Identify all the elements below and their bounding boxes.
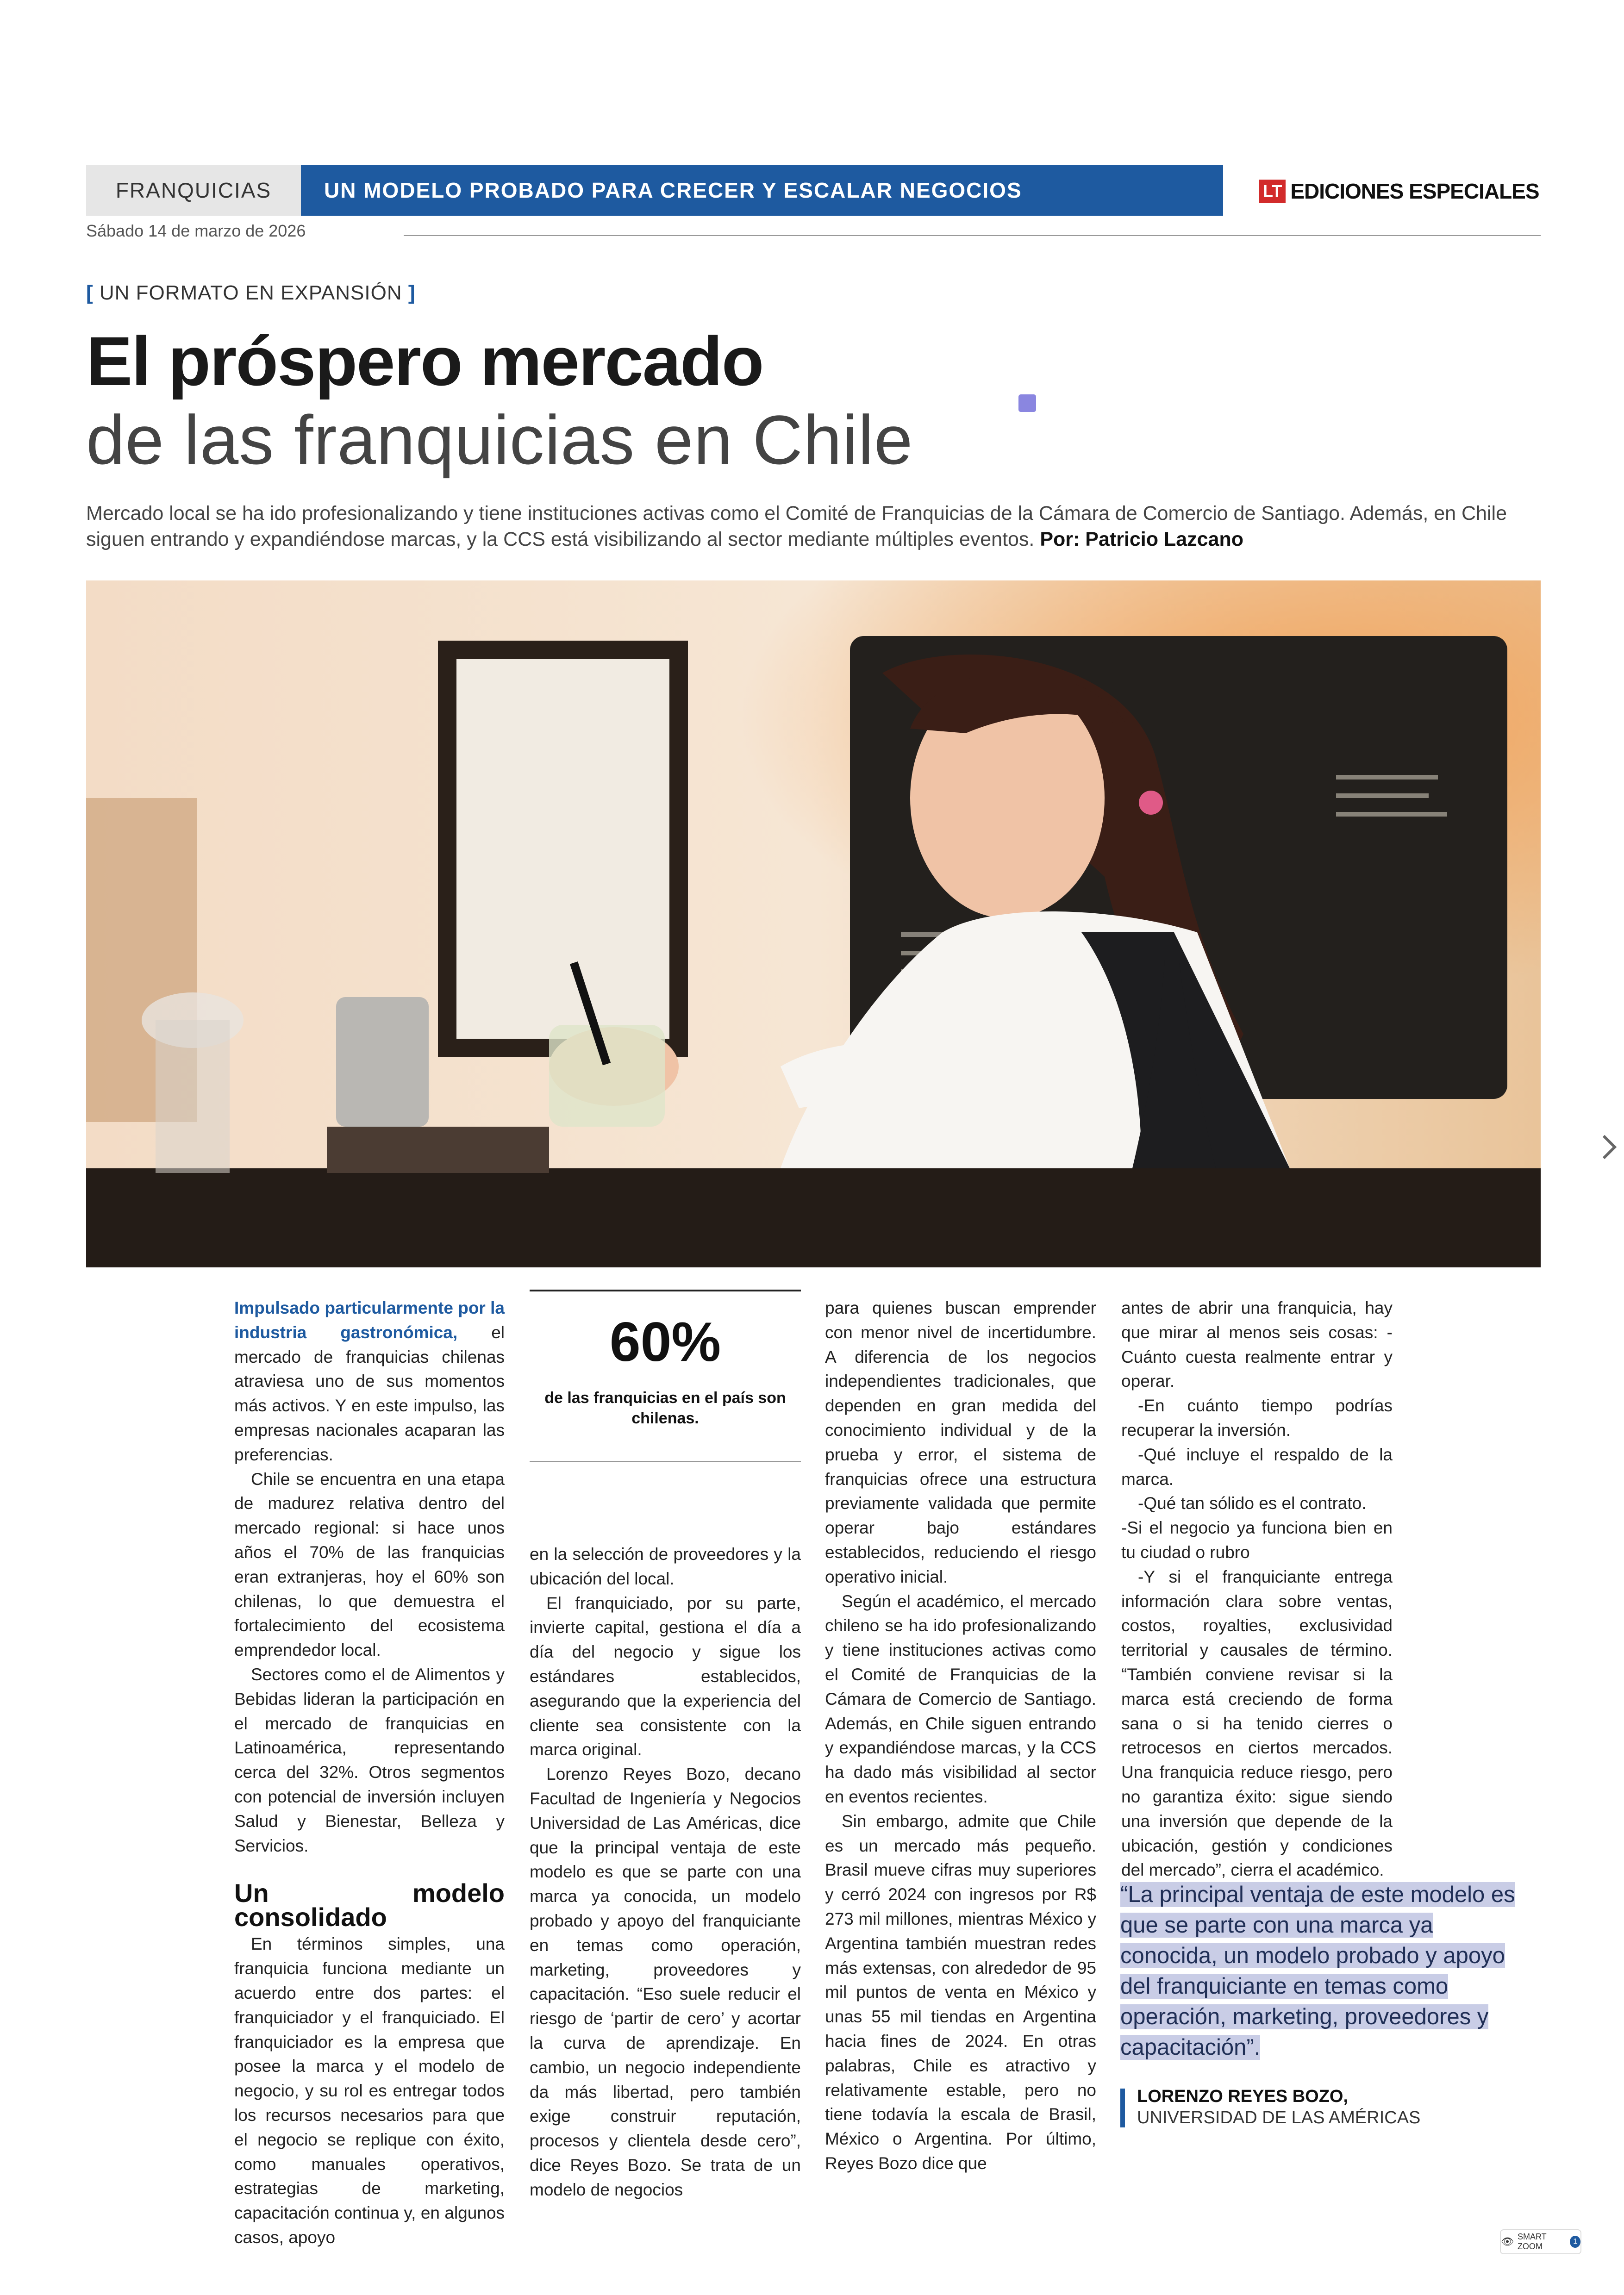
issue-date: Sábado 14 de marzo de 2026: [86, 221, 306, 240]
list-item: -Si el negocio ya funciona bien en tu ciudad o rubro: [1121, 1518, 1393, 1562]
article-lead: [86, 501, 1544, 553]
annotation-note-icon[interactable]: [1018, 394, 1036, 412]
chevron-right-icon[interactable]: [1600, 1133, 1618, 1161]
paragraph: Sectores como el de Alimentos y Bebidas lideran la participación en el mercado de franquicias en Latinoamérica, representando cerca del 32%. Otros segmentos con potencial de inversión incluyen Salud y Bienestar, Belleza y Servicios.: [234, 1665, 505, 1855]
byline: Por: Patricio Lazcano: [1040, 528, 1244, 550]
eye-icon: 👁: [1501, 2236, 1514, 2247]
lead-text: Mercado local se ha ido profesionalizando y tiene instituciones activas como el Comité de Franquicias de la Cámara de Comercio de Santiago. Además, en Chile siguen entrando y expandiéndose marcas, y la CCS está visibilizando al sector mediante múltiples eventos.: [86, 502, 1507, 550]
publication-logo: [1259, 176, 1539, 206]
paragraph: En términos simples, una franquicia funciona mediante un acuerdo entre dos partes: el franquiciador y el franquiciado. El franquiciador es la empresa que posee la marca y el modelo de negocio, y su rol es entregar todos los recursos necesarios para que el negocio se replique con éxito, como manuales operativos, estrategias de marketing, capacitación continua y, en algunos casos, apoyo: [234, 1934, 505, 2247]
section-label: FRANQUICIAS: [86, 165, 301, 216]
smart-zoom-button[interactable]: [1500, 2229, 1581, 2254]
list-item: -Qué tan sólido es el contrato.: [1138, 1494, 1367, 1513]
lead-in: Impulsado particularmente por la industria gastronómica,: [234, 1298, 505, 1342]
stat-top-rule: [530, 1290, 801, 1291]
stat-bottom-rule: [530, 1461, 801, 1462]
pull-quote-text: “La principal ventaja de este modelo es que se parte con una marca ya conocida, un modelo probado y apoyo del franquiciante en temas como operación, marketing, proveedores y capacitación”.: [1120, 1882, 1515, 2060]
paragraph: Chile se encuentra en una etapa de madurez relativa dentro del mercado regional: si hace unos años el 70% de las franquicias eran extranjeras, hoy el 60% son chilenas, lo que demuestra el fortalecimiento del ecosistema emprendedor local.: [234, 1469, 505, 1660]
paragraph: Según el académico, el mercado chileno se ha ido profesionalizando y tiene instituciones activas como el Comité de Franquicias de la Cámara de Comercio de Santiago. Además, en Chile siguen entrando y expandiéndose marcas, y la CCS ha dado más visibilidad al sector en eventos recientes.: [825, 1591, 1096, 1806]
paragraph: Lorenzo Reyes Bozo, decano Facultad de Ingeniería y Negocios Universidad de Las Américas, dice que la principal ventaja de este modelo es que se parte con una marca ya conocida, un modelo probado y apoyo del franquiciante en temas como operación, marketing, proveedores y capacitación. “Eso suele reducir el riesgo de ‘partir de cero’ y acortar la curva de aprendizaje. En cambio, un negocio independiente da más libertad, pero también exige construir reputación, procesos y clientela desde cero”, dice Reyes Bozo. Se trata de un modelo de negocios: [530, 1765, 801, 2199]
section-banner: UN MODELO PROBADO PARA CRECER Y ESCALAR NEGOCIOS: [301, 165, 1223, 216]
quote-author: LORENZO REYES BOZO,: [1137, 2087, 1349, 2106]
list-item: -Qué incluye el respaldo de la marca.: [1121, 1445, 1393, 1489]
kicker: [86, 281, 416, 305]
paragraph: para quienes buscan emprender con menor nivel de incertidumbre. A diferencia de los negocios independientes tradicionales, que dependen en gran medida del conocimiento individual y de la prueba y error, el sistema de franquicias ofrece una estructura previamente validada que permite operar bajo estándares establecidos, reduciendo el riesgo operativo inicial.: [825, 1298, 1096, 1586]
article-column-3: [825, 1296, 1096, 2176]
stat-label: de las franquicias en el país son chilenas.: [544, 1389, 786, 1427]
paragraph: El franquiciado, por su parte, invierte capital, gestiona el día a día del negocio y sigue los estándares establecidos, asegurando que la experiencia del cliente sea consistente con la marca original.: [530, 1593, 801, 1759]
paragraph: en la selección de proveedores y la ubicación del local.: [530, 1545, 801, 1588]
bracket-open: [: [86, 281, 94, 304]
list-item: -Y si el franquiciante entrega información clara sobre ventas, costos, royalties, exclusividad territorial y causales de término. “También conviene revisar si la marca está creciendo de forma sana o si ha tenido cierres o retrocesos en ciertos mercados. Una franquicia reduce riesgo, pero no garantiza éxito: sigue siendo una inversión que depende de la ubicación, gestión y condiciones del mercado”, cierra el académico.: [1121, 1567, 1393, 1880]
article-column-4: [1121, 1296, 1393, 1883]
paragraph: el mercado de franquicias chilenas atraviesa uno de sus momentos más activos. Y en este impulso, las empresas nacionales acaparan las preferencias.: [234, 1322, 505, 1464]
logo-mark: LT: [1259, 180, 1286, 203]
kicker-text: UN FORMATO EN EXPANSIÓN: [99, 281, 402, 304]
bracket-close: ]: [408, 281, 416, 304]
logo-text: EDICIONES ESPECIALES: [1290, 179, 1539, 203]
article-column-1: [234, 1296, 505, 2250]
paragraph: antes de abrir una franquicia, hay que mirar al menos seis cosas: -Cuánto cuesta realmente entrar y operar.: [1121, 1298, 1393, 1391]
list-item: -En cuánto tiempo podrías recuperar la inversión.: [1121, 1396, 1393, 1440]
article-column-2: [530, 1542, 801, 2202]
article-photo: [86, 580, 1541, 1267]
subheading: Un modelo consolidado: [234, 1878, 505, 1932]
headline-line-1: El próspero mercado: [86, 322, 763, 400]
pull-quote: [1120, 1879, 1518, 2063]
header-divider: [404, 235, 1541, 236]
stat-value: 60%: [609, 1311, 721, 1373]
smart-zoom-count: 1: [1570, 2236, 1580, 2248]
paragraph: Sin embargo, admite que Chile es un mercado más pequeño. Brasil mueve cifras muy superiores y cerró 2024 con ingresos por R$ 273 mil millones, mientras México y Argentina también muestran redes más extensas, con alrededor de 95 mil puntos de venta en México y unas 55 mil tiendas en Argentina hacia fines de 2024. En otras palabras, Chile es atractivo y relativamente estable, pero no tiene todavía la escala de Brasil, México o Argentina. Por último, Reyes Bozo dice que: [825, 1811, 1096, 2173]
smart-zoom-label: SMART ZOOM: [1517, 2232, 1547, 2251]
headline-line-2: de las franquicias en Chile: [86, 401, 913, 479]
quote-organization: UNIVERSIDAD DE LAS AMÉRICAS: [1137, 2108, 1421, 2127]
quote-attribution-bar: [1120, 2089, 1125, 2127]
